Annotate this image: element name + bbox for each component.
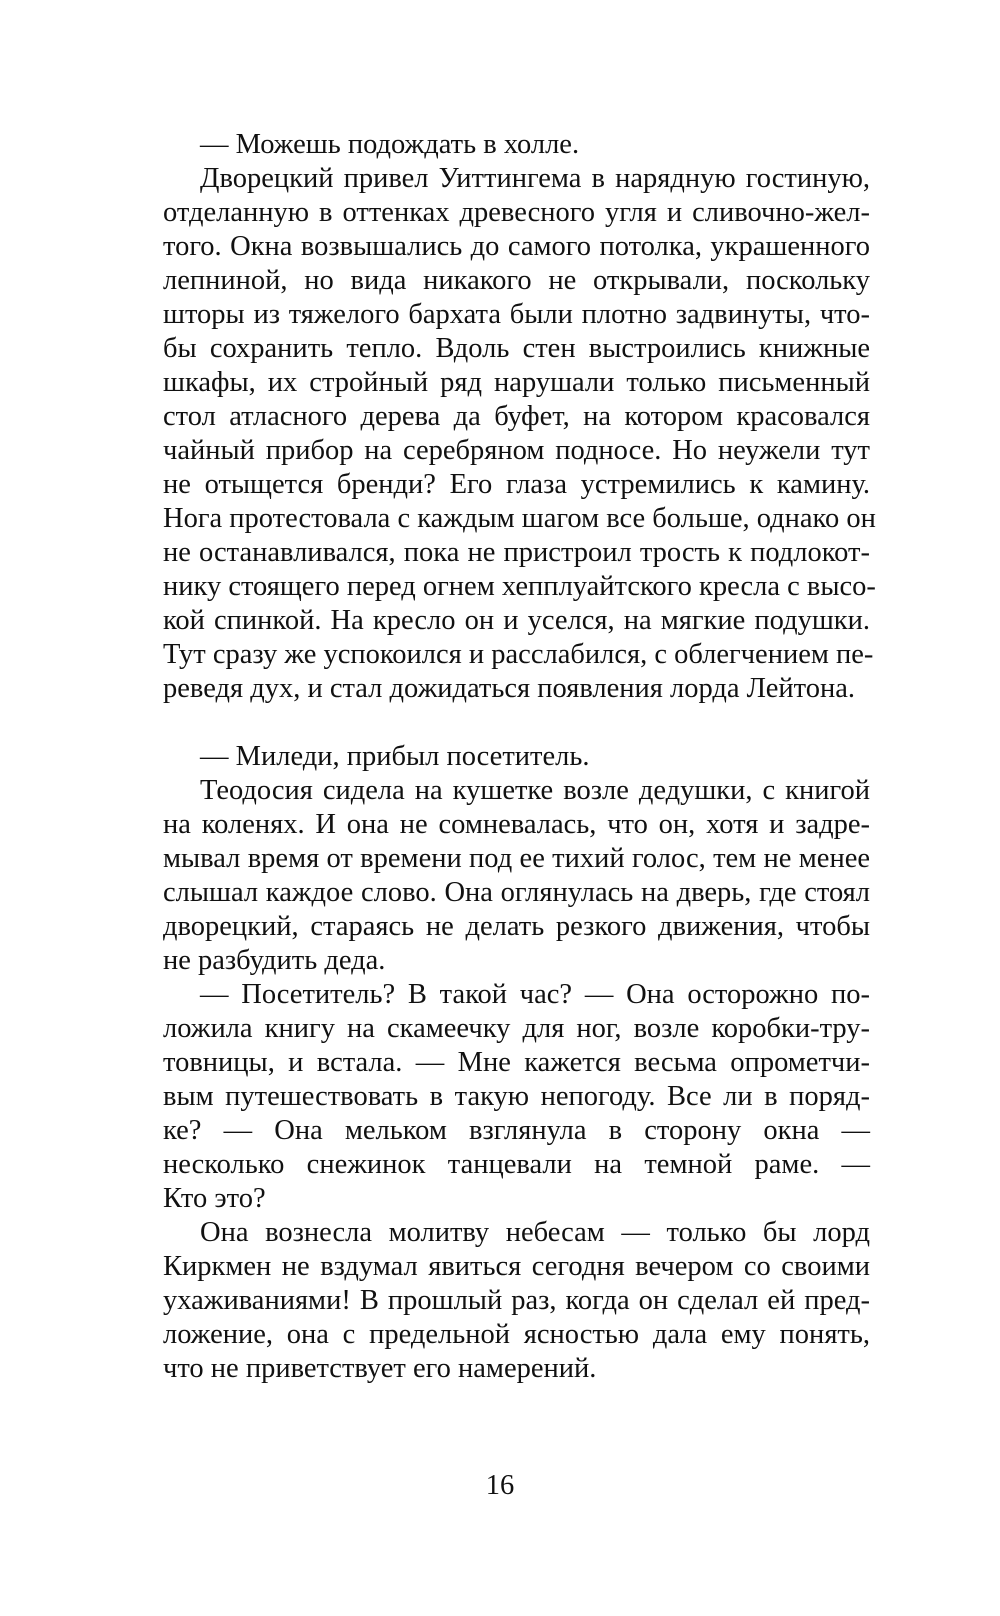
text-line: лепниной, но вида никакого не открывали, поскольку [163,265,870,296]
text-line: несколько снежинок танцевали на темной раме. — [163,1149,870,1180]
text-line: ложение, она с предельной ясностью дала ему понять, [163,1319,870,1350]
text-line: шкафы, их стройный ряд нарушали только письменный [163,367,870,398]
text-line: мывал время от времени под ее тихий голос, тем не менее [163,843,870,874]
text-line: слышал каждое слово. Она оглянулась на дверь, где стоял [163,877,870,908]
text-line: Дворецкий привел Уиттингема в нарядную гостиную, [200,163,870,194]
text-line: Нога протестовала с каждым шагом все больше, однако он [163,503,876,534]
text-line: не останавливался, пока не пристроил трость к подлокот- [163,537,870,568]
text-line: ухаживаниями! В прошлый раз, когда он сделал ей пред- [163,1285,870,1316]
text-line: вым путешествовать в такую непогоду. Все ли в поряд- [163,1081,870,1112]
text-line: ке? — Она мельком взглянула в сторону окна — [163,1115,870,1146]
text-line: отделанную в оттенках древесного угля и сливочно-жел- [163,197,870,228]
text-line: — Можешь подождать в холле. [200,129,580,160]
text-line: Киркмен не вздумал явиться сегодня вечером со своими [163,1251,870,1282]
text-line: не отыщется бренди? Его глаза устремились к камину. [163,469,870,500]
text-line: стол атласного дерева да буфет, на котором красовался [163,401,870,432]
text-line: Кто это? [163,1183,266,1214]
text-line: ложила книгу на скамеечку для ног, возле коробки-тру- [163,1013,870,1044]
text-line: не разбудить деда. [163,945,386,976]
text-line: Она вознесла молитву небесам — только бы лорд [200,1217,870,1248]
text-line: бы сохранить тепло. Вдоль стен выстроились книжные [163,333,870,364]
text-line: дворецкий, стараясь не делать резкого движения, чтобы [163,911,870,942]
text-line: кой спинкой. На кресло он и уселся, на мягкие подушки. [163,605,870,636]
text-line: того. Окна возвышались до самого потолка, украшенного [163,231,870,262]
text-line: — Посетитель? В такой час? — Она осторожно по- [200,979,870,1010]
text-line: Теодосия сидела на кушетке возле дедушки, с книгой [200,775,870,806]
text-line: что не приветствует его намерений. [163,1353,597,1384]
text-line: — Миледи, прибыл посетитель. [200,741,590,772]
page-number: 16 [485,1470,515,1501]
text-line: товницы, и встала. — Мне кажется весьма опрометчи- [163,1047,870,1078]
text-line: нику стоящего перед огнем хепплуайтского кресла с высо- [163,571,876,602]
text-line: Тут сразу же успокоился и расслабился, с облегчением пе- [163,639,874,670]
text-line: на коленях. И она не сомневалась, что он, хотя и задре- [163,809,870,840]
text-line: реведя дух, и стал дожидаться появления лорда Лейтона. [163,673,856,704]
text-line: чайный прибор на серебряном подносе. Но неужели тут [163,435,870,466]
text-line: шторы из тяжелого бархата были плотно задвинуты, что- [163,299,870,330]
